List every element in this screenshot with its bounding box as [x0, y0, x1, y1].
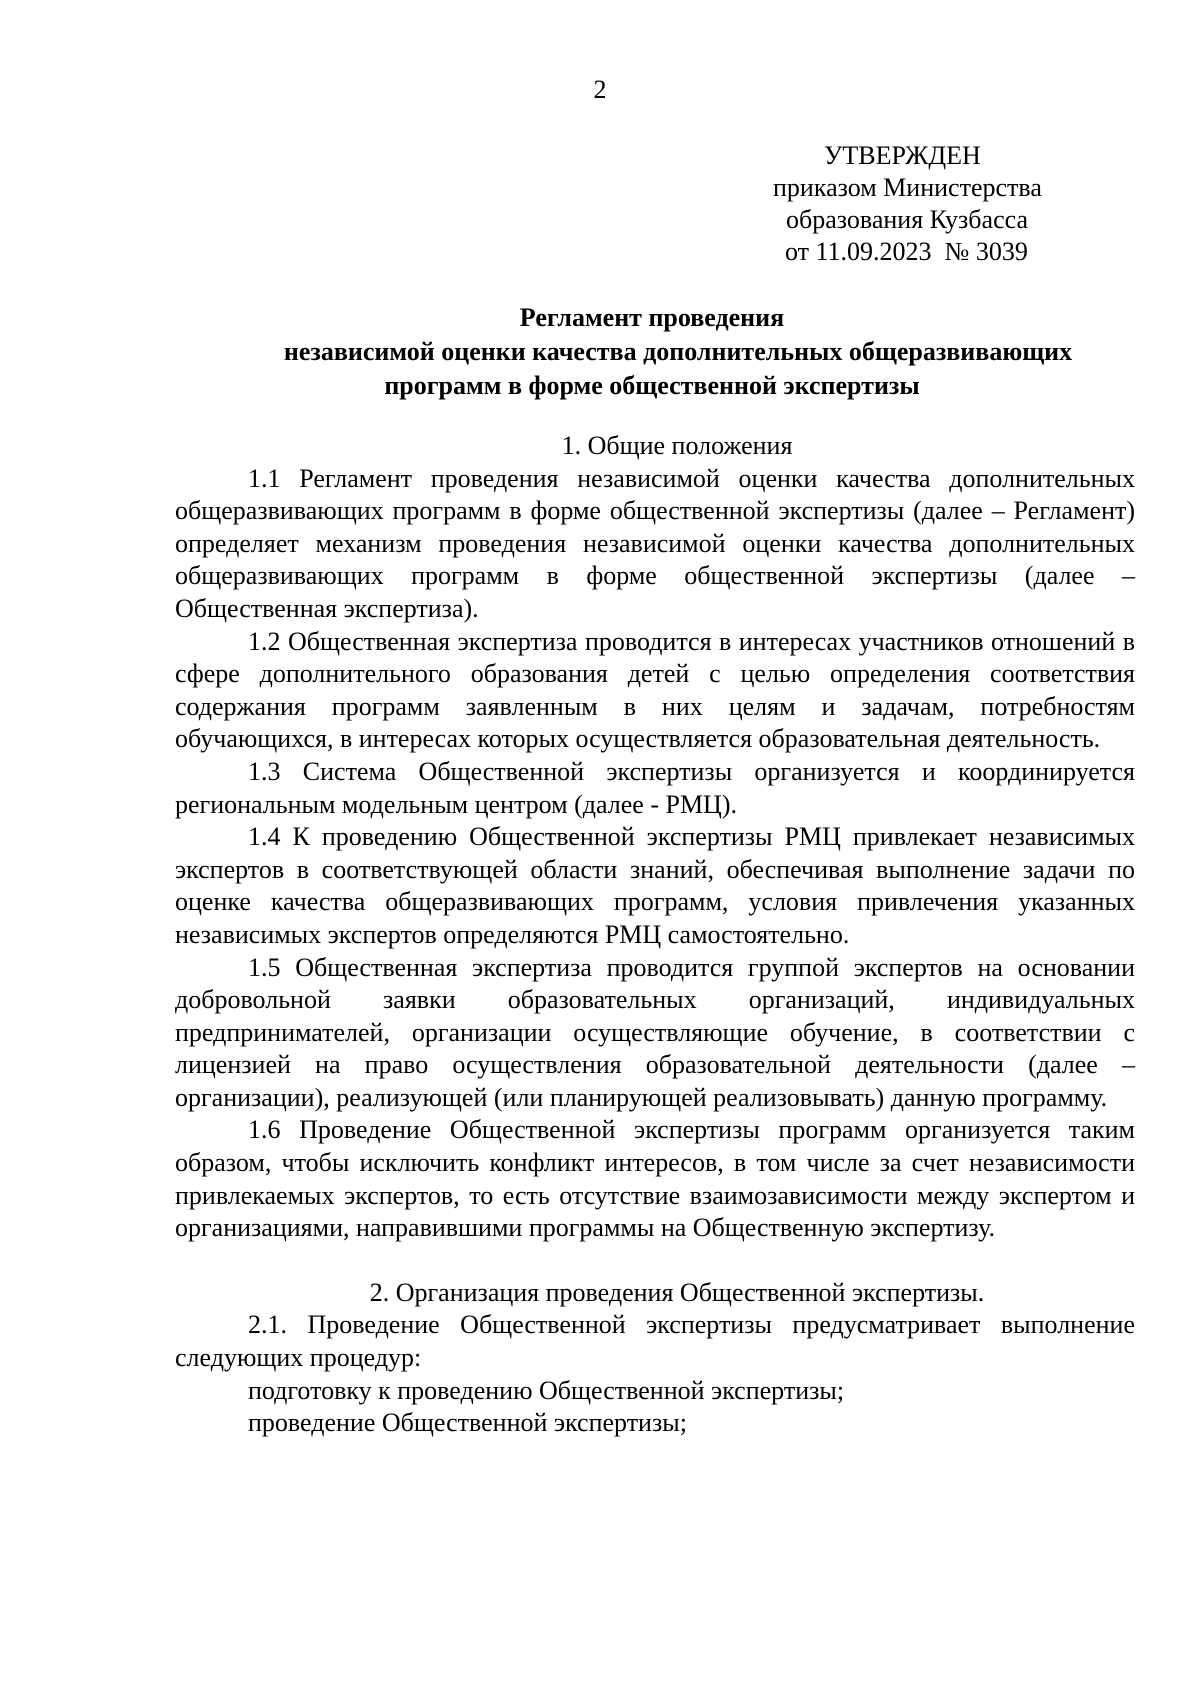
document-title [172, 301, 1132, 403]
paragraph-2-1: 2.1. Проведение Общественной экспертизы предусматривает выполнение следующих процедур: [175, 1310, 1135, 1373]
paragraph-1-3: 1.3 Система Общественной экспертизы организуется и координируется региональным модельным центром (далее - РМЦ). [175, 756, 1135, 819]
section-1-heading: 1. Общие положения [561, 431, 793, 460]
section-2-heading: 2. Организация проведения Общественной экспертизы. [369, 1277, 985, 1307]
list-item: подготовку к проведению Общественной экспертизы; [248, 1375, 845, 1405]
list-item: проведение Общественной экспертизы; [248, 1408, 687, 1438]
approval-date-number: от 11.09.2023 № 3039 [785, 237, 1028, 266]
title-line-3: программ в форме общественной экспертизы [384, 371, 920, 400]
approval-order-line: приказом Министерства [773, 173, 1042, 202]
section-spacer [175, 1245, 1135, 1277]
approval-heading: УТВЕРЖДЕН [824, 141, 981, 170]
approval-stamp-block [770, 140, 1130, 268]
paragraph-1-5: 1.5 Общественная экспертиза проводится группой экспертов на основании добровольной заявки образовательных организаций, индивидуальных предпринимателей, организации осуществляющие обучение, в соответствии с лицензией на право осуществления образовательной деятельности (далее – организации), реализующей (или планирующей реализовывать) данную программу. [175, 952, 1135, 1112]
paragraph-1-2: 1.2 Общественная экспертиза проводится в интересах участников отношений в сфере дополнительного образования детей с целью определения соответствия содержания программ заявленным в них целям и задачам, потребностям обучающихся, в интересах которых осуществляется образовательная деятельность. [175, 626, 1135, 754]
paragraph-1-4: 1.4 К проведению Общественной экспертизы РМЦ привлекает независимых экспертов в соответствующей области знаний, обеспечивая выполнение задачи по оценке качества общеразвивающих программ, условия привлечения указанных независимых экспертов определяются РМЦ самостоятельно. [175, 822, 1135, 949]
page-number: 2 [593, 75, 607, 104]
document-body [175, 430, 1135, 1440]
paragraph-1-1: 1.1 Регламент проведения независимой оценки качества дополнительных общеразвивающих программ в форме общественной экспертизы (далее – Регламент) определяет механизм проведения независимой оценки качества дополнительных общеразвивающих программ в форме общественной экспертизы (далее – Общественная экспертиза). [175, 463, 1135, 623]
title-line-1: Регламент проведения [519, 303, 785, 332]
approval-ministry-line: образования Кузбасса [786, 205, 1029, 234]
paragraph-1-6: 1.6 Проведение Общественной экспертизы программ организуется таким образом, чтобы исключить конфликт интересов, в том числе за счет независимости привлекаемых экспертов, то есть отсутствие взаимозависимости между экспертом и организациями, направившими программы на Общественную экспертизу. [175, 1115, 1135, 1243]
title-line-2: независимой оценки качества дополнительных общеразвивающих [283, 337, 1073, 366]
